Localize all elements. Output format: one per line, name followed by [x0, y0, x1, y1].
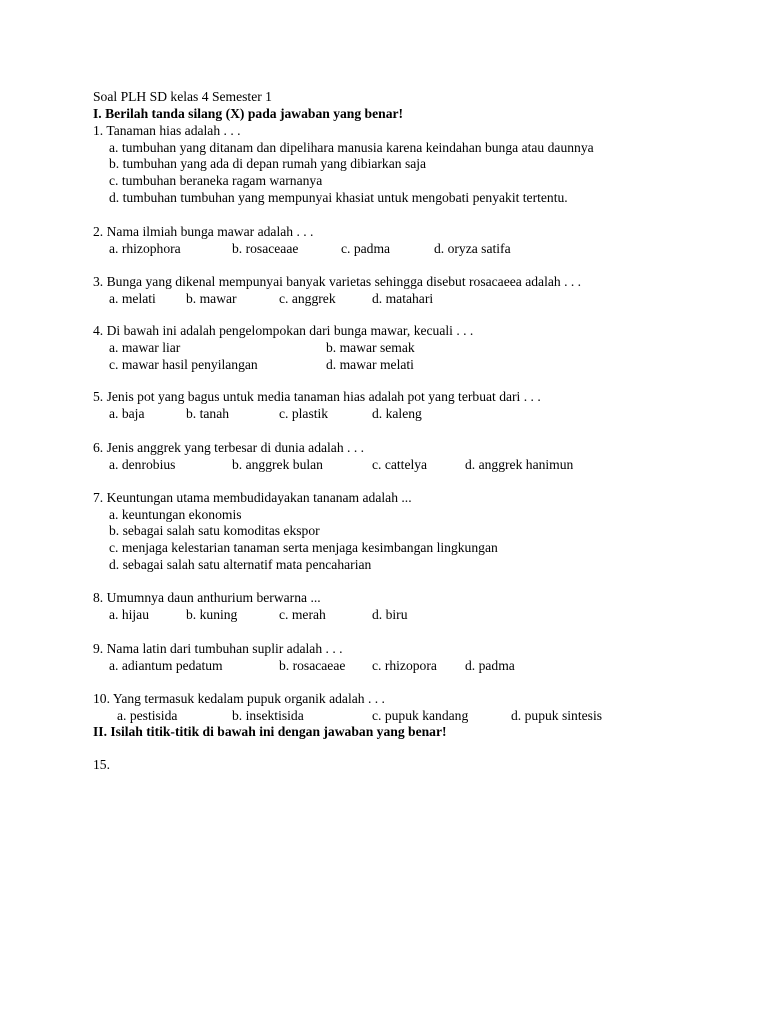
document-title: Soal PLH SD kelas 4 Semester 1 [93, 89, 272, 104]
question-7-option-c: c. menjaga kelestarian tanaman serta menjaga kesimbangan lingkungan [109, 540, 498, 555]
question-3: 3. Bunga yang dikenal mempunyai banyak varietas sehingga disebut rosacaeea adalah . . . [93, 274, 582, 289]
question-1-option-a: a. tumbuhan yang ditanam dan dipelihara manusia karena keindahan bunga atau daunnya [109, 140, 594, 155]
question-10-option-b: b. insektisida [232, 708, 304, 723]
question-7: 7. Keuntungan utama membudidayakan tananam adalah ... [93, 490, 412, 505]
question-6-option-b: b. anggrek bulan [232, 457, 323, 472]
question-8-option-a: a. hijau [109, 607, 150, 622]
question-10-option-a: a. pestisida [117, 708, 178, 723]
question-9-option-c: c. rhizopora [372, 658, 437, 673]
question-2-option-c: c. padma [341, 241, 391, 256]
question-8: 8. Umumnya daun anthurium berwarna ... [93, 590, 321, 605]
question-5-option-a: a. baja [109, 406, 145, 421]
question-9: 9. Nama latin dari tumbuhan suplir adalah . . . [93, 641, 343, 656]
question-9-option-d: d. padma [465, 658, 515, 673]
section-1-heading: I. Berilah tanda silang (X) pada jawaban yang benar! [93, 106, 404, 121]
question-7-option-b: b. sebagai salah satu komoditas ekspor [109, 523, 320, 538]
question-6-option-c: c. cattelya [372, 457, 428, 472]
question-2-option-d: d. oryza satifa [434, 241, 511, 256]
question-10-option-d: d. pupuk sintesis [511, 708, 603, 723]
question-7-option-a: a. keuntungan ekonomis [109, 507, 242, 522]
question-3-option-c: c. anggrek [279, 291, 336, 306]
section-2-heading: II. Isilah titik-titik di bawah ini dengan jawaban yang benar! [93, 724, 447, 739]
question-8-option-d: d. biru [372, 607, 408, 622]
question-3-option-b: b. mawar [186, 291, 237, 306]
question-4-option-d: d. mawar melati [326, 357, 414, 372]
question-1-option-b: b. tumbuhan yang ada di depan rumah yang dibiarkan saja [109, 156, 427, 171]
question-4: 4. Di bawah ini adalah pengelompokan dari bunga mawar, kecuali . . . [93, 323, 474, 338]
question-2: 2. Nama ilmiah bunga mawar adalah . . . [93, 224, 314, 239]
question-8-option-c: c. merah [279, 607, 326, 622]
question-1: 1. Tanaman hias adalah . . . [93, 123, 241, 138]
question-4-option-a: a. mawar liar [109, 340, 181, 355]
question-6-option-d: d. anggrek hanimun [465, 457, 574, 472]
question-15-number: 15. [93, 757, 110, 772]
question-7-option-d: d. sebagai salah satu alternatif mata pencaharian [109, 557, 372, 572]
question-9-option-b: b. rosacaeae [279, 658, 346, 673]
question-10: 10. Yang termasuk kedalam pupuk organik adalah . . . [93, 691, 385, 706]
question-3-option-d: d. matahari [372, 291, 434, 306]
question-8-option-b: b. kuning [186, 607, 238, 622]
question-5-option-d: d. kaleng [372, 406, 422, 421]
question-5-option-b: b. tanah [186, 406, 230, 421]
question-9-option-a: a. adiantum pedatum [109, 658, 223, 673]
question-3-option-a: a. melati [109, 291, 156, 306]
question-1-option-c: c. tumbuhan beraneka ragam warnanya [109, 173, 323, 188]
question-4-option-c: c. mawar hasil penyilangan [109, 357, 258, 372]
question-1-option-d: d. tumbuhan tumbuhan yang mempunyai khasiat untuk mengobati penyakit tertentu. [109, 190, 568, 205]
question-6: 6. Jenis anggrek yang terbesar di dunia adalah . . . [93, 440, 365, 455]
question-5-option-c: c. plastik [279, 406, 329, 421]
question-4-option-b: b. mawar semak [326, 340, 415, 355]
question-10-option-c: c. pupuk kandang [372, 708, 469, 723]
question-2-option-a: a. rhizophora [109, 241, 181, 256]
question-2-option-b: b. rosaceaae [232, 241, 299, 256]
question-5: 5. Jenis pot yang bagus untuk media tanaman hias adalah pot yang terbuat dari . . . [93, 389, 541, 404]
question-6-option-a: a. denrobius [109, 457, 176, 472]
